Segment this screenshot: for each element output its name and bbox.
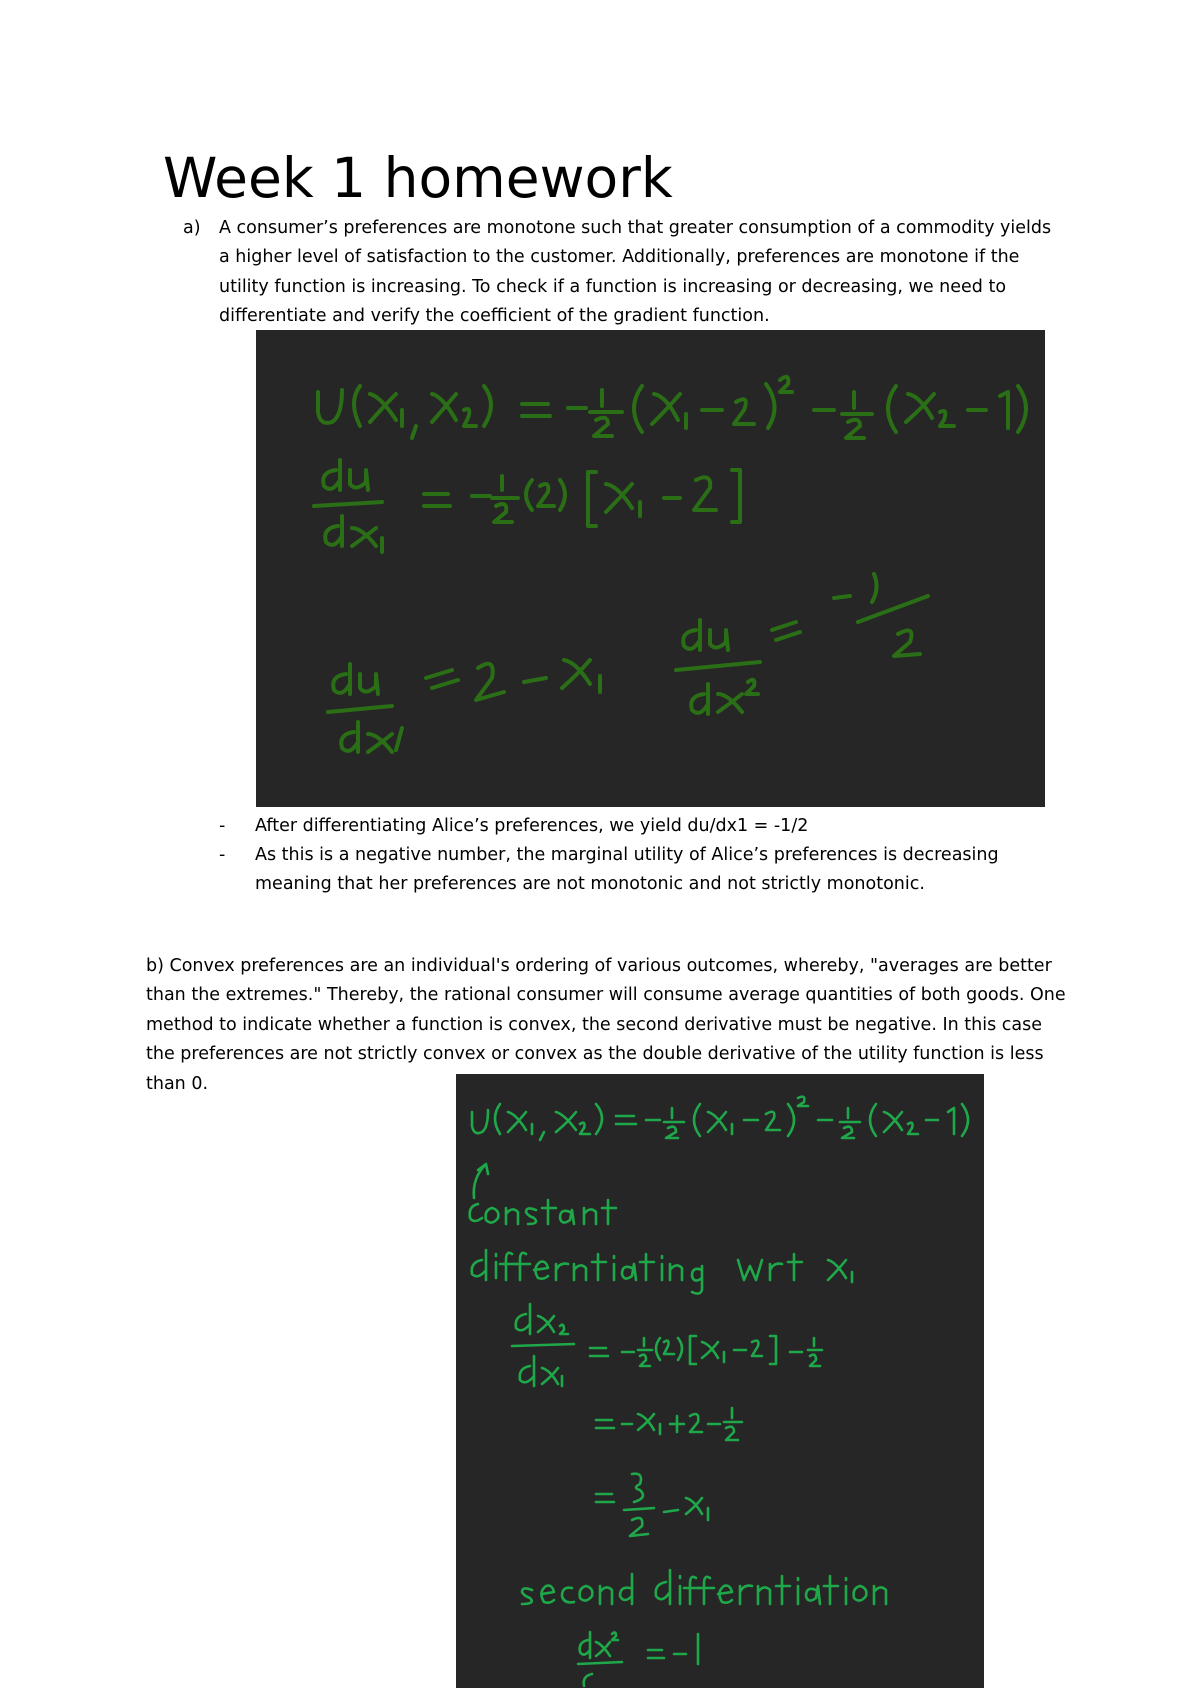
part-a-marker: a)	[183, 218, 201, 238]
bullet-dash-2: -	[219, 845, 226, 865]
handwriting-image-1	[256, 330, 1045, 807]
part-a-paragraph: A consumer’s preferences are monotone such that greater consumption of a commodity yields a higher level of satisfaction to the customer. Additionally, preferences are monotone if the utility function is increasing. To check if a function is increasing or decreasing, we need to differentiate and verify the coefficient of the gradient function.	[219, 218, 1052, 326]
bullet-text-2: As this is a negative number, the marginal utility of Alice’s preferences is decreasing meaning that her preferences are not monotonic and not strictly monotonic.	[255, 845, 999, 895]
handwriting-image-2	[456, 1074, 984, 1688]
page-title: Week 1 homework	[163, 146, 673, 210]
bullet-text-1: After differentiating Alice’s preferences, we yield du/dx1 = -1/2	[255, 816, 809, 836]
bullet-dash-1: -	[219, 816, 226, 836]
handwritten-derivative-1	[256, 330, 1045, 807]
handwritten-derivative-2	[456, 1074, 984, 1688]
part-b-paragraph: b) Convex preferences are an individual's ordering of various outcomes, whereby, "averages are better than the extremes." Thereby, the rational consumer will consume average quantities of both goods. One method to indicate whether a function is convex, the second derivative must be negative. In this case the preferences are not strictly convex or convex as the double derivative of the utility function is less than 0.	[146, 956, 1066, 1094]
